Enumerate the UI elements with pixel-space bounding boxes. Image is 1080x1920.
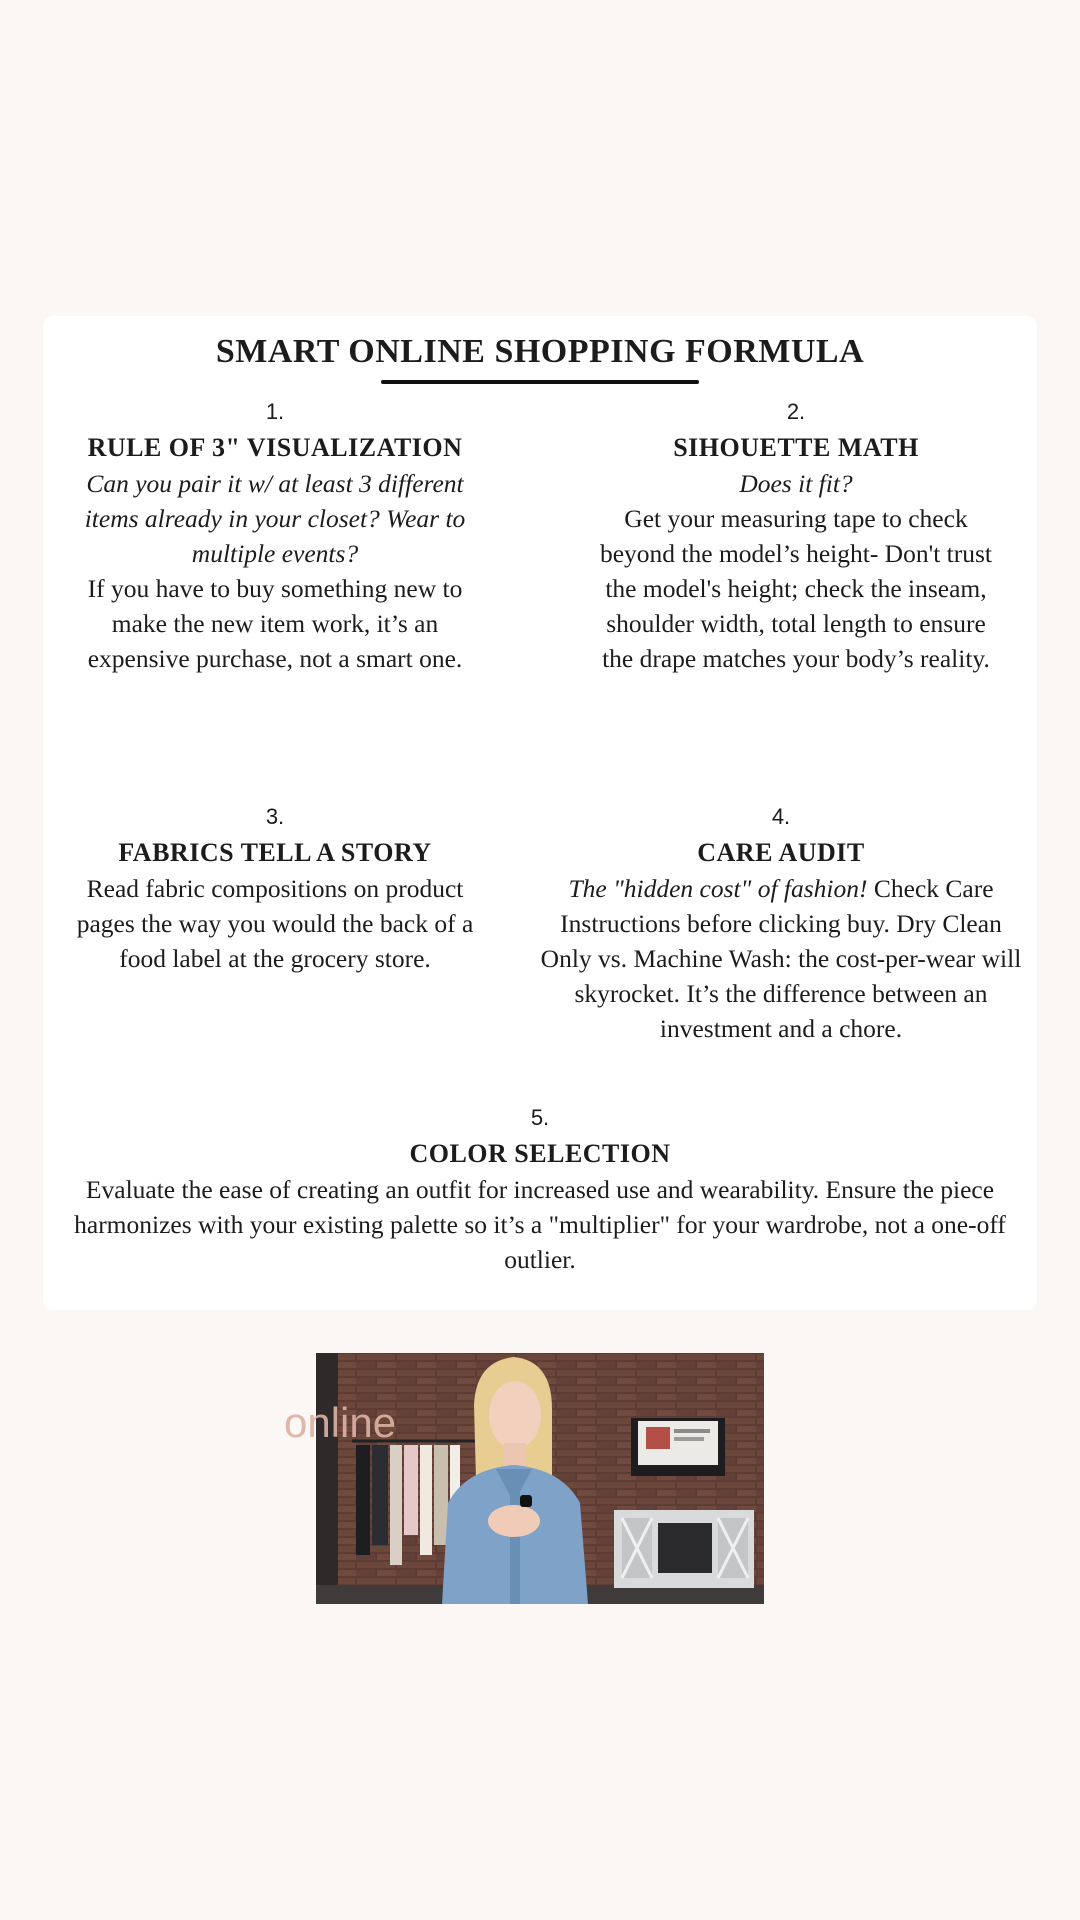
rule-text: Evaluate the ease of creating an outfit for increased use and wearability. Ensure the piece harmonizes with your existing palette so it’s a "multiplier" for your wardrobe, not a one-off outlier. <box>74 1175 1006 1274</box>
rule-number: 5. <box>530 1105 550 1130</box>
rule-heading: CARE AUDIT <box>697 838 865 867</box>
rule-italic-lead: Does it fit? <box>739 469 853 498</box>
rule-number: 1. <box>265 399 285 424</box>
rule-body <box>591 466 1001 676</box>
rule-text: Get your measuring tape to check beyond the model’s height- Don't trust the model's height; check the inseam, shoulder width, total length to ensure the drape matches your body’s reality. <box>599 504 992 673</box>
rule-text: Check Care Instructions before clicking buy. Dry Clean Only vs. Machine Wash: the cost-per-wear will skyrocket. It’s the difference between an investment and a chore. <box>540 874 1022 1043</box>
rule-body <box>65 466 485 676</box>
rule-body <box>65 1172 1015 1277</box>
rule-text: If you have to buy something new to make the new item work, it’s an expensive purchase, not a smart one. <box>87 574 463 673</box>
card-title: SMART ONLINE SHOPPING FORMULA <box>215 333 865 370</box>
rule-body <box>65 871 485 976</box>
rule-heading: COLOR SELECTION <box>409 1139 671 1168</box>
formula-card <box>43 316 1037 1310</box>
rule-heading: FABRICS TELL A STORY <box>118 838 432 867</box>
rule-5 <box>65 1100 1015 1277</box>
rule-body <box>537 871 1025 1046</box>
video-caption-word: online <box>284 1399 397 1446</box>
rule-2 <box>591 394 1001 676</box>
rule-number: 3. <box>265 804 285 829</box>
rule-4 <box>537 799 1025 1046</box>
rule-3 <box>65 799 485 976</box>
rule-heading: SIHOUETTE MATH <box>673 433 919 462</box>
presenter-video[interactable] <box>316 1353 764 1604</box>
rule-heading: RULE OF 3" VISUALIZATION <box>87 433 463 462</box>
rule-text: Read fabric compositions on product pages the way you would the back of a food label at the grocery store. <box>76 874 474 973</box>
rule-number: 4. <box>771 804 791 829</box>
rule-italic-lead: Can you pair it w/ at least 3 different items already in your closet? Wear to multiple events? <box>84 469 466 568</box>
presenter-video-frame <box>316 1353 764 1604</box>
title-underline <box>381 380 699 384</box>
rule-italic-lead: The "hidden cost" of fashion! <box>568 874 868 903</box>
rule-1 <box>65 394 485 676</box>
rule-number: 2. <box>786 399 806 424</box>
